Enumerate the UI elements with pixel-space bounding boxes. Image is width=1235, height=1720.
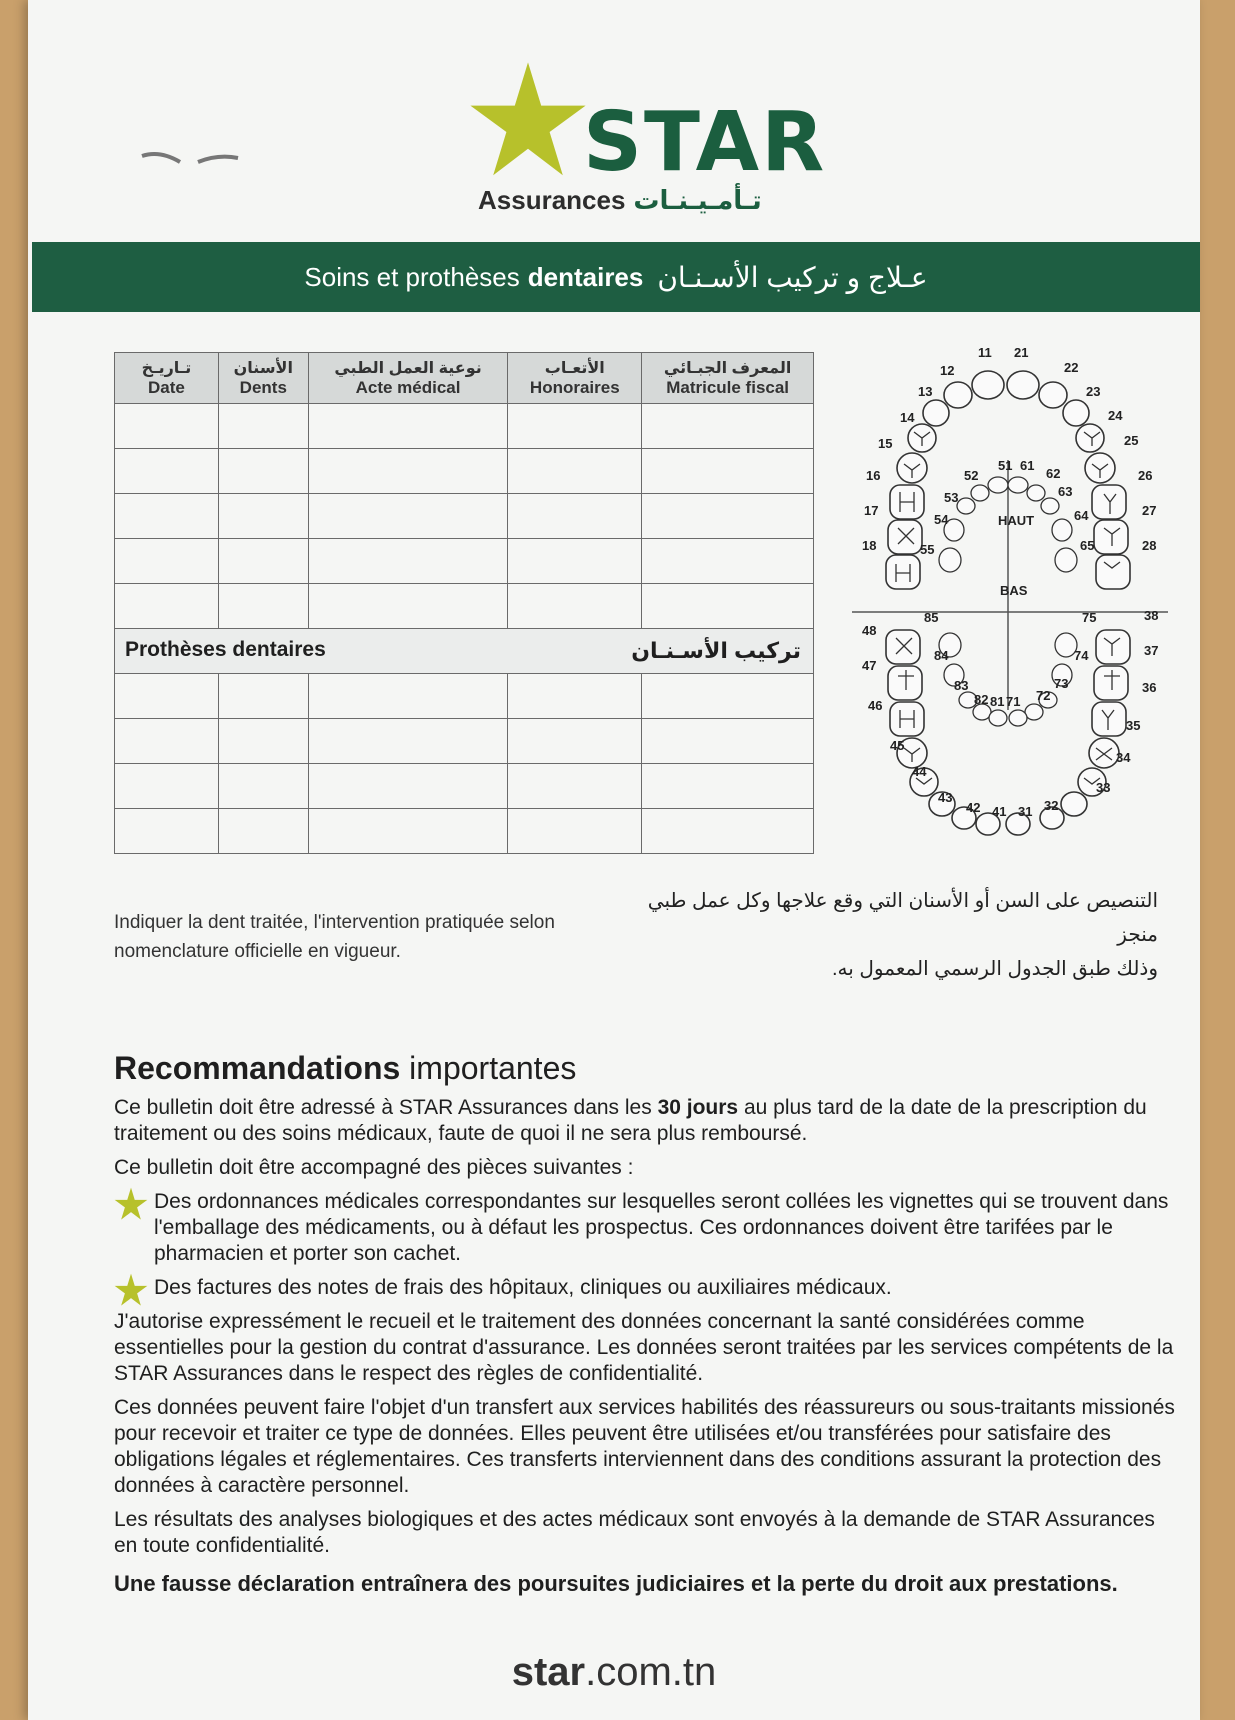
svg-text:27: 27 xyxy=(1142,503,1157,518)
prostheses-section-row xyxy=(115,629,814,674)
note-fr: Indiquer la dent traitée, l'intervention pratiquée selon nomenclature officielle en vigueur. xyxy=(114,912,555,962)
svg-text:13: 13 xyxy=(918,384,933,399)
reco-p2: Ce bulletin doit être accompagné des pièces suivantes : xyxy=(114,1156,634,1179)
svg-text:48: 48 xyxy=(862,623,877,638)
table-row[interactable] xyxy=(115,404,814,449)
svg-text:73: 73 xyxy=(1054,676,1069,691)
header-dents: الأسنان Dents xyxy=(218,353,308,404)
svg-text:28: 28 xyxy=(1142,538,1157,553)
svg-text:11: 11 xyxy=(978,345,992,360)
title-band xyxy=(32,242,1200,312)
svg-text:17: 17 xyxy=(864,503,879,518)
svg-text:47: 47 xyxy=(862,658,877,673)
svg-text:81: 81 xyxy=(990,694,1005,709)
svg-text:54: 54 xyxy=(934,512,949,527)
svg-text:38: 38 xyxy=(1144,608,1159,623)
staple-marks xyxy=(140,148,260,172)
star-icon xyxy=(468,60,588,180)
star-bullet-icon xyxy=(114,1273,148,1307)
svg-text:12: 12 xyxy=(940,363,955,378)
svg-text:32: 32 xyxy=(1044,798,1059,813)
label-bas: BAS xyxy=(1000,583,1028,598)
tooth-chart[interactable] xyxy=(848,330,1208,860)
band-title-ar: عـلاج و تركيب الأسـنـان xyxy=(657,261,928,293)
subtitle-fr: Assurances xyxy=(478,185,626,215)
svg-text:64: 64 xyxy=(1074,508,1089,523)
svg-text:61: 61 xyxy=(1020,458,1035,473)
svg-text:41: 41 xyxy=(992,804,1007,819)
section-title-fr: Prothèses dentaires xyxy=(125,638,326,661)
reco-p5: Les résultats des analyses biologiques et des actes médicaux sont envoyés à la demande de STAR Assurances en toute confidentialité. xyxy=(114,1508,1155,1557)
table-row[interactable] xyxy=(115,809,814,854)
reco-p1: Ce bulletin doit être adressé à STAR Assurances dans les 30 jours au plus tard de la date de la prescription du traitement ou des soins médicaux, faute de quoi il ne sera plus remboursé. xyxy=(114,1096,1147,1145)
svg-text:35: 35 xyxy=(1126,718,1141,733)
svg-text:14: 14 xyxy=(900,410,915,425)
svg-text:24: 24 xyxy=(1108,408,1123,423)
header-date: تـاريـخ Date xyxy=(115,353,219,404)
svg-text:72: 72 xyxy=(1036,688,1051,703)
svg-text:71: 71 xyxy=(1006,694,1021,709)
svg-text:82: 82 xyxy=(974,692,989,707)
table-row[interactable] xyxy=(115,719,814,764)
reco-final: Une fausse déclaration entraînera des poursuites judiciaires et la perte du droit aux prestations. xyxy=(114,1571,1118,1596)
svg-text:42: 42 xyxy=(966,800,981,815)
svg-text:23: 23 xyxy=(1086,384,1101,399)
header-matricule: المعرف الجبـائي Matricule fiscal xyxy=(642,353,814,404)
reco-p3: J'autorise expressément le recueil et le traitement des données concernant la santé considérées comme essentielles pour la gestion du contrat d'assurance. Les données seront traitées par les services compétents de la STAR Assurances dans le respect des règles de confidentialité. xyxy=(114,1310,1174,1385)
reco-p4: Ces données peuvent faire l'objet d'un transfert aux services habilités des réassureurs ou sous-traitants missionés pour recevoir et traiter ce type de données. Elles peuvent être utilisées et/ou transférées pour satisfaire des obligations légales et réglementaires. Ces transferts interviennent dans des conditions assurant la protection des données à caractère personnel. xyxy=(114,1396,1175,1497)
recommendations xyxy=(114,1050,1184,1605)
svg-text:22: 22 xyxy=(1064,360,1079,375)
svg-text:75: 75 xyxy=(1082,610,1097,625)
svg-text:26: 26 xyxy=(1138,468,1153,483)
svg-text:46: 46 xyxy=(868,698,883,713)
note-ar xyxy=(618,884,1158,986)
svg-text:84: 84 xyxy=(934,648,949,663)
reco-item-2: Des factures des notes de frais des hôpitaux, cliniques ou auxiliaires médicaux. xyxy=(114,1275,1184,1301)
table-row[interactable] xyxy=(115,539,814,584)
svg-text:55: 55 xyxy=(920,542,935,557)
label-haut: HAUT xyxy=(998,513,1035,528)
svg-text:34: 34 xyxy=(1116,750,1131,765)
table-row[interactable] xyxy=(115,449,814,494)
reco-title: Recommandations importantes xyxy=(114,1050,577,1086)
subtitle-ar: تـأمـيـنـات xyxy=(633,185,762,215)
reco-item-1: Des ordonnances médicales correspondantes sur lesquelles seront collées les vignettes qui se trouvent dans l'emballage des médicaments, ou à défaut les prospectus. Ces ordonnances doivent être tarifées par le pharmacien et porter son cachet. xyxy=(114,1189,1184,1267)
table-header-row xyxy=(115,353,814,404)
svg-text:83: 83 xyxy=(954,678,969,693)
svg-text:74: 74 xyxy=(1074,648,1089,663)
document-sheet xyxy=(28,0,1200,1720)
svg-text:62: 62 xyxy=(1046,466,1061,481)
svg-text:21: 21 xyxy=(1014,345,1029,360)
svg-text:63: 63 xyxy=(1058,484,1073,499)
star-bullet-icon xyxy=(114,1187,148,1221)
table-row[interactable] xyxy=(115,584,814,629)
svg-text:45: 45 xyxy=(890,738,905,753)
svg-text:51: 51 xyxy=(998,458,1013,473)
svg-text:36: 36 xyxy=(1142,680,1157,695)
table-row[interactable] xyxy=(115,494,814,539)
table-row[interactable] xyxy=(115,764,814,809)
brand-subtitle xyxy=(478,185,762,216)
star-logo xyxy=(458,55,838,225)
svg-text:65: 65 xyxy=(1080,538,1095,553)
dental-care-table xyxy=(114,352,814,854)
svg-text:33: 33 xyxy=(1096,780,1111,795)
brand-name: STAR xyxy=(583,95,827,190)
header-honoraires: الأتعـاب Honoraires xyxy=(508,353,642,404)
svg-text:43: 43 xyxy=(938,790,953,805)
svg-text:85: 85 xyxy=(924,610,939,625)
svg-text:37: 37 xyxy=(1144,643,1159,658)
svg-text:18: 18 xyxy=(862,538,877,553)
header-acte: نوعية العمل الطبي Acte médical xyxy=(308,353,508,404)
svg-text:16: 16 xyxy=(866,468,881,483)
svg-text:44: 44 xyxy=(912,764,927,779)
band-title-fr-bold: dentaires xyxy=(527,261,644,292)
section-title-ar: تركيب الأسـنـان xyxy=(631,638,801,663)
svg-text:15: 15 xyxy=(878,436,893,451)
note-ar-line1: التنصيص على السن أو الأسنان التي وقع علاجها وكل عمل طبي منجز xyxy=(647,890,1158,946)
footer-url: star.com.tn xyxy=(511,1650,717,1694)
svg-text:25: 25 xyxy=(1124,433,1139,448)
table-row[interactable] xyxy=(115,674,814,719)
svg-text:53: 53 xyxy=(944,490,959,505)
note-ar-line2: وذلك طبق الجدول الرسمي المعمول به. xyxy=(832,958,1158,980)
svg-text:52: 52 xyxy=(964,468,979,483)
band-title-fr: Soins et prothèses xyxy=(304,261,520,292)
svg-text:31: 31 xyxy=(1018,804,1033,819)
